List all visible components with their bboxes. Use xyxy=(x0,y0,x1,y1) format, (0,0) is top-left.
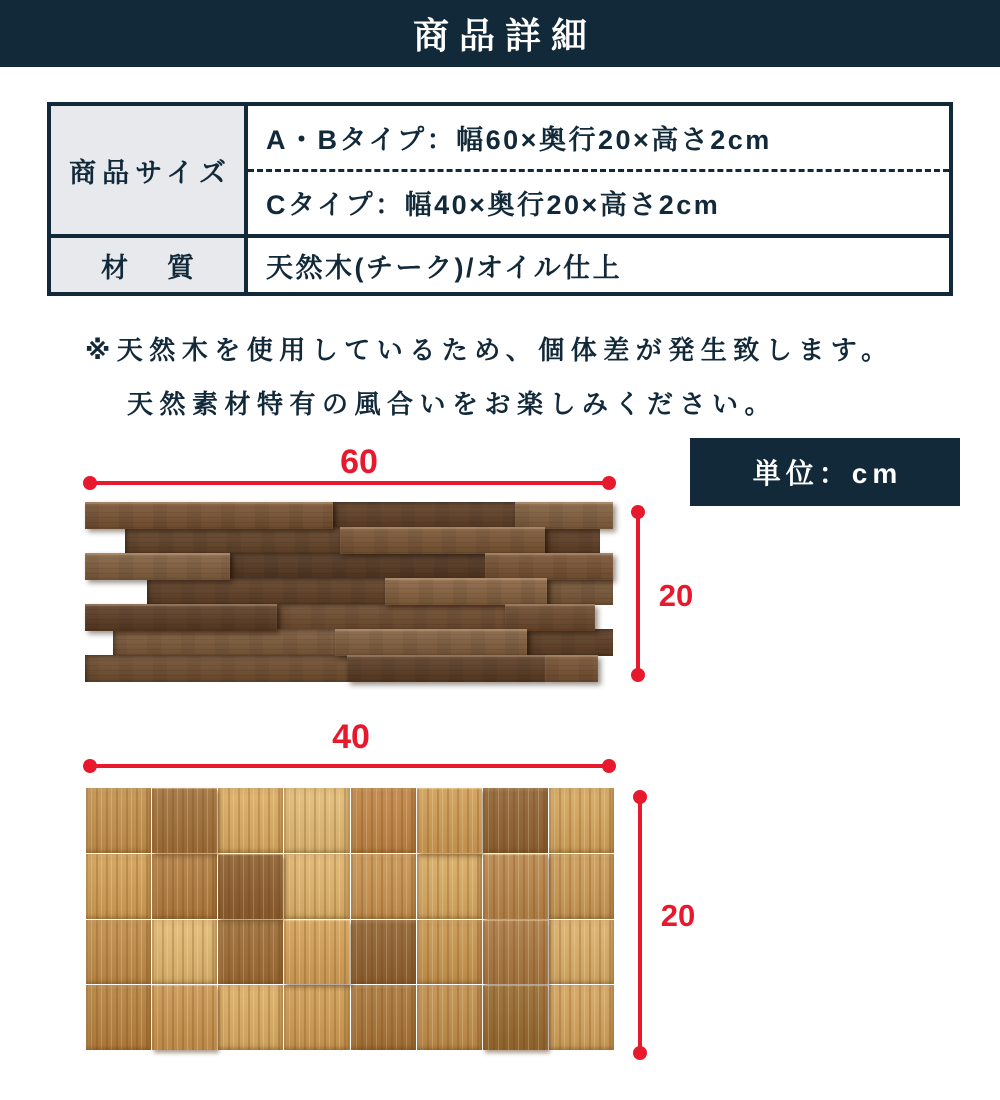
wood-block xyxy=(218,920,283,985)
dimension-endpoint-dot xyxy=(602,759,616,773)
wood-block xyxy=(152,854,217,919)
wood-block xyxy=(152,920,217,985)
wood-block xyxy=(483,920,548,985)
panel-image-ab-type xyxy=(85,502,613,680)
dimension-endpoint-dot xyxy=(633,790,647,804)
height-dimension-label-ab: 20 xyxy=(658,578,694,613)
width-dimension-label-ab: 60 xyxy=(340,443,378,481)
header-banner xyxy=(0,0,1000,67)
wood-block xyxy=(417,985,482,1050)
wood-strip xyxy=(385,578,547,605)
material-value: 天然木(チーク)/オイル仕上 xyxy=(266,252,623,283)
wood-block xyxy=(483,985,548,1050)
width-dimension-label-c: 40 xyxy=(332,718,370,756)
wood-strip xyxy=(277,604,505,631)
dimension-endpoint-dot xyxy=(633,1046,647,1060)
material-value-cell xyxy=(248,238,949,292)
wood-strip xyxy=(335,629,527,656)
wood-block xyxy=(284,920,349,985)
wood-block xyxy=(86,920,151,985)
height-dimension-line-ab xyxy=(636,511,640,676)
wood-block xyxy=(218,788,283,853)
wood-strip xyxy=(85,502,333,529)
wood-strip xyxy=(505,604,595,631)
dimension-endpoint-dot xyxy=(631,668,645,682)
wood-block xyxy=(549,788,614,853)
wood-strip xyxy=(545,527,600,554)
material-label-cell: 材 質 xyxy=(51,238,248,292)
wood-strip xyxy=(527,629,613,656)
wood-block xyxy=(351,920,416,985)
wood-block xyxy=(483,788,548,853)
wood-strip xyxy=(347,655,545,682)
wood-strip xyxy=(230,553,485,580)
wood-block xyxy=(218,985,283,1050)
wood-block xyxy=(549,854,614,919)
wood-block xyxy=(351,854,416,919)
wood-block xyxy=(417,920,482,985)
wood-block xyxy=(152,985,217,1050)
wood-strip xyxy=(340,527,545,554)
wood-block xyxy=(351,788,416,853)
wood-block xyxy=(417,788,482,853)
dimension-endpoint-dot xyxy=(83,476,97,490)
size-value-c: Cタイプ：幅40×奥行20×高さ2cm xyxy=(248,169,949,235)
size-label-cell: 商品サイズ xyxy=(51,106,248,234)
wood-strip xyxy=(333,502,515,529)
spec-table xyxy=(47,102,953,296)
width-dimension-line-ab xyxy=(89,481,610,485)
wood-strip xyxy=(515,502,613,529)
wood-block xyxy=(86,854,151,919)
wood-block xyxy=(152,788,217,853)
wood-block xyxy=(86,788,151,853)
wood-strip xyxy=(547,578,613,605)
wood-strip xyxy=(485,553,613,580)
panel-image-c-type xyxy=(86,788,614,1050)
size-row xyxy=(51,106,949,238)
page-title: 商品詳細 xyxy=(412,15,597,56)
wood-block xyxy=(351,985,416,1050)
unit-badge: 単位：cm xyxy=(690,438,960,506)
note-line-2: 天然素材特有の風合いをお楽しみください。 xyxy=(127,389,778,419)
wood-block xyxy=(86,985,151,1050)
dimension-endpoint-dot xyxy=(83,759,97,773)
wood-block xyxy=(284,854,349,919)
note-line-1: ※天然木を使用しているため、個体差が発生致します。 xyxy=(85,335,894,365)
wood-strip xyxy=(125,527,340,554)
size-value-ab: A・Bタイプ：幅60×奥行20×高さ2cm xyxy=(266,124,772,155)
wood-block xyxy=(549,920,614,985)
height-dimension-label-c: 20 xyxy=(660,898,696,933)
dimension-endpoint-dot xyxy=(602,476,616,490)
wood-strip xyxy=(545,655,598,682)
height-dimension-line-c xyxy=(638,796,642,1054)
wood-block xyxy=(483,854,548,919)
wood-strip xyxy=(113,629,335,656)
wood-block xyxy=(284,985,349,1050)
dimension-endpoint-dot xyxy=(631,505,645,519)
width-dimension-line-c xyxy=(89,764,610,768)
wood-block xyxy=(218,854,283,919)
wood-block xyxy=(549,985,614,1050)
wood-block xyxy=(284,788,349,853)
material-row xyxy=(51,238,949,292)
wood-block xyxy=(417,854,482,919)
wood-strip xyxy=(147,578,385,605)
wood-strip xyxy=(85,655,347,682)
size-value-cell xyxy=(248,106,949,234)
wood-strip xyxy=(85,553,230,580)
wood-strip xyxy=(85,604,277,631)
